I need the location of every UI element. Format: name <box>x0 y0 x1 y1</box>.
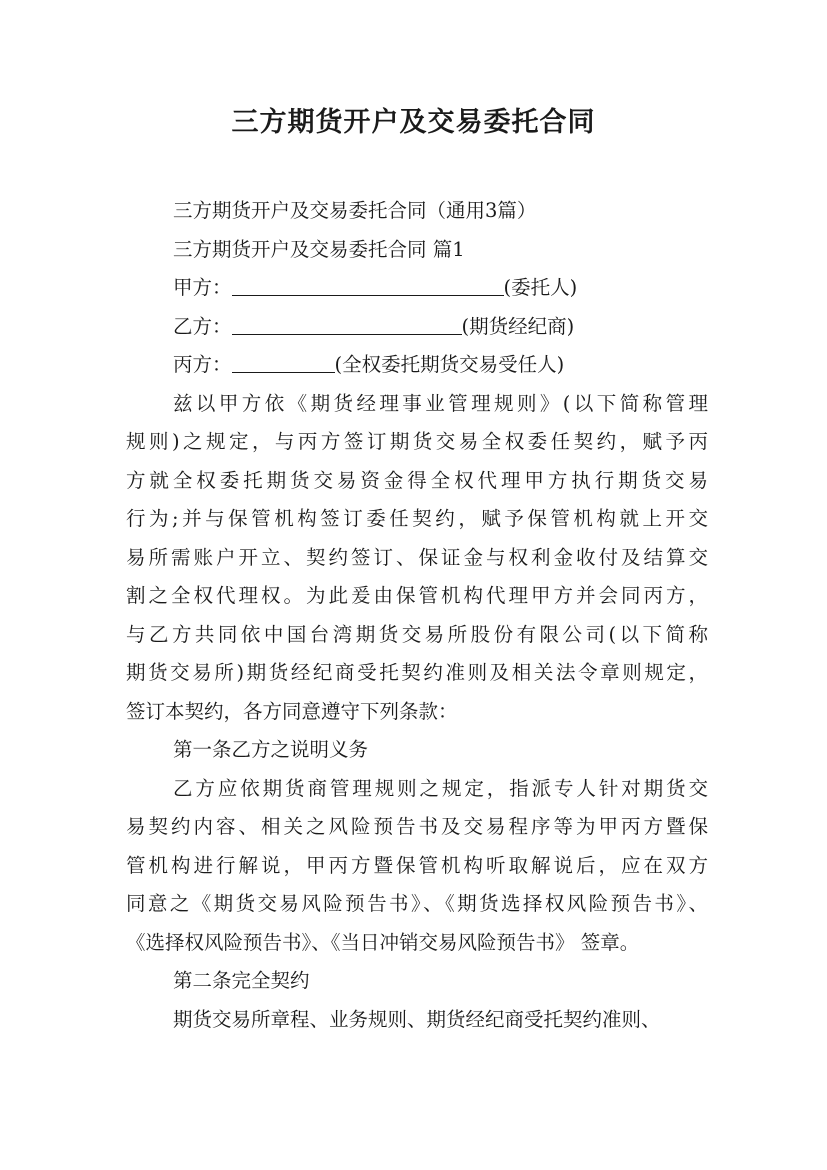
chapter-heading: 三方期货开户及交易委托合同 篇1 <box>173 237 465 261</box>
article-1-line: 易契约内容、相关之风险预告书及交易程序等为甲丙方暨保 <box>126 815 708 838</box>
preamble-line: 期货交易所)期货经纪商受托契约准则及相关法令章则规定， <box>126 661 708 684</box>
party-a-blank <box>232 276 504 296</box>
preamble-line: 兹以甲方依《期货经理事业管理规则》(以下简称管理 <box>173 391 708 415</box>
party-b-role: (期货经纪商) <box>461 314 575 338</box>
party-a-role: (委托人) <box>503 276 578 299</box>
document-subtitle: 三方期货开户及交易委托合同（通用3篇） <box>173 199 537 222</box>
party-b-label: 乙方： <box>173 314 232 338</box>
article-1-line: 《选择权风险预告书》、《当日冲销交易风险预告书》 签章。 <box>126 930 640 954</box>
document-title: 三方期货开户及交易委托合同 <box>231 107 596 138</box>
party-c-line <box>126 346 708 385</box>
preamble-line: 方就全权委托期货交易资金得全权代理甲方执行期货交易 <box>126 468 708 492</box>
party-b-line <box>126 308 708 347</box>
article-1-line: 乙方应依期货商管理规则之规定，指派专人针对期货交 <box>173 776 708 800</box>
party-a-line <box>126 269 708 308</box>
party-a-label: 甲方： <box>173 276 232 299</box>
party-b-blank <box>232 315 462 335</box>
article-2-heading: 第二条完全契约 <box>173 969 310 992</box>
preamble-line: 规则)之规定，与丙方签订期货交易全权委任契约，赋予丙 <box>126 430 708 453</box>
party-c-role: (全权委托期货交易受任人) <box>334 353 565 376</box>
party-c-blank <box>232 353 335 373</box>
article-1-line: 同意之《期货交易风险预告书》、《期货选择权风险预告书》、 <box>126 892 708 915</box>
article-1-line: 管机构进行解说，甲丙方暨保管机构听取解说后，应在双方 <box>126 853 708 877</box>
preamble-line: 与乙方共同依中国台湾期货交易所股份有限公司(以下简称 <box>126 622 708 646</box>
party-c-label: 丙方： <box>173 353 232 376</box>
document-body <box>126 192 708 1039</box>
article-1-heading: 第一条乙方之说明义务 <box>173 738 369 761</box>
article-2-line: 期货交易所章程、业务规则、期货经纪商受托契约准则、 <box>173 1007 661 1031</box>
preamble-line: 割之全权代理权。为此爰由保管机构代理甲方并会同丙方， <box>126 584 708 607</box>
preamble-line: 签订本契约，各方同意遵守下列条款： <box>126 699 458 723</box>
preamble-line: 易所需账户开立、契约签订、保证金与权利金收付及结算交 <box>126 545 708 569</box>
preamble-line: 行为;并与保管机构签订委任契约，赋予保管机构就上开交 <box>126 507 708 530</box>
